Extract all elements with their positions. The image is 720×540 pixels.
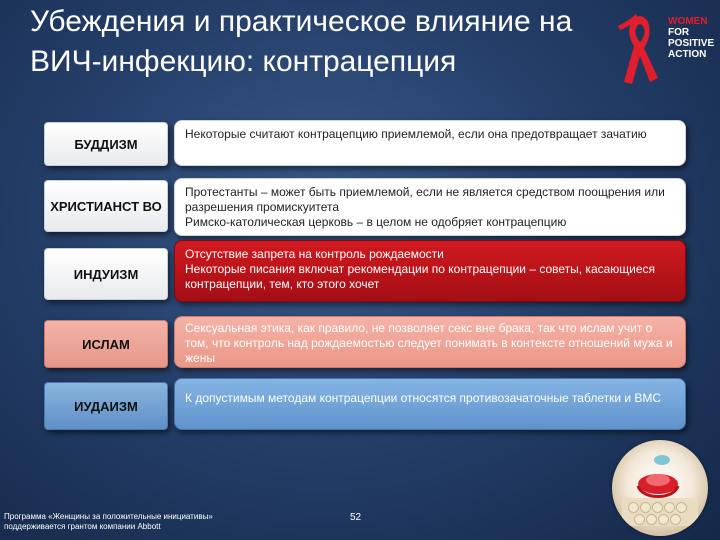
- logo-line-for: FOR: [668, 27, 690, 38]
- pill-icon: [628, 502, 639, 513]
- contraceptives-photo: [612, 440, 708, 536]
- content-hinduism: [174, 240, 686, 302]
- pill-icon: [676, 502, 687, 513]
- content-christianity: [174, 178, 686, 236]
- pill-icon: [670, 514, 681, 525]
- content-line: Некоторые считают контрацепцию приемлемой, если она предотвращает зачатию: [185, 127, 647, 141]
- pill-icon: [640, 502, 651, 513]
- footer-line: Программа «Женщины за положительные инициативы»: [4, 512, 213, 521]
- content-line: Некоторые писания включат рекомендации по контрацепции – советы, касающиеся контрацепции, тем, кто этого хочет: [185, 262, 656, 291]
- pill-icon: [652, 502, 663, 513]
- content-line: Сексуальная этика, как правило, не позволяет секс вне брака, так что ислам учит о том, что контроль над рождаемостью следует понимать в контексте отношений мужа и жены: [185, 321, 673, 365]
- page-number: 52: [350, 512, 362, 523]
- label-islam: ИСЛАМ: [44, 320, 168, 368]
- footer: [4, 512, 213, 532]
- content-line: Отсутствие запрета на контроль рождаемости: [185, 247, 444, 261]
- content-judaism: [174, 378, 686, 430]
- page-title: Убеждения и практическое влияние на ВИЧ-инфекцию: контрацепция: [30, 5, 573, 78]
- content-line: К допустимым методам контрацепции относятся противозачаточные таблетки и ВМС: [185, 391, 662, 405]
- pill-icon: [646, 514, 657, 525]
- logo-line-action: ACTION: [668, 49, 707, 60]
- footer-line: поддерживается грантом компании Abbott: [4, 522, 161, 531]
- label-judaism: ИУДАИЗМ: [44, 382, 168, 430]
- content-line: Римско-католическая церковь – в целом не одобряет контрацепцию: [185, 215, 567, 229]
- pill-icon: [658, 514, 669, 525]
- label-christianity: ХРИСТИАНСТ ВО: [44, 180, 168, 232]
- logo-text: [668, 16, 714, 60]
- content-buddhism: [174, 120, 686, 166]
- ribbon-icon: [616, 12, 666, 88]
- pill-icon: [664, 502, 675, 513]
- wfpa-logo: [616, 12, 720, 92]
- logo-line-positive: POSITIVE: [668, 38, 715, 49]
- label-buddhism: БУДДИЗМ: [44, 122, 168, 166]
- content-islam: [174, 316, 686, 368]
- label-hinduism: ИНДУИЗМ: [44, 248, 168, 300]
- content-line: Протестанты – может быть приемлемой, если не является средством поощрения или разрешения промискуитета: [185, 185, 665, 214]
- logo-line-women: WOMEN: [668, 16, 708, 27]
- pill-icon: [634, 514, 645, 525]
